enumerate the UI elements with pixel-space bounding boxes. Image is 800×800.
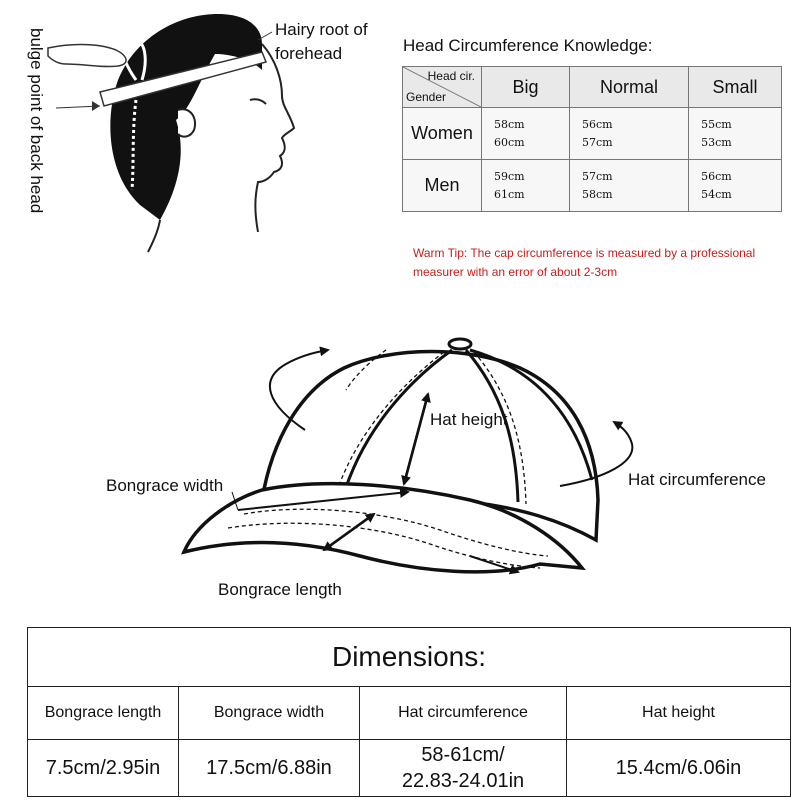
- value-text-line2: 22.83-24.01in: [401, 770, 525, 792]
- value-text: 58-61cm/: [421, 744, 505, 766]
- header-hat-circumference: Hat circumference: [360, 687, 567, 740]
- dimensions-table: [27, 627, 791, 797]
- bongrace-width-label: Bongrace width: [106, 476, 224, 495]
- cell-value: 54cm: [701, 187, 732, 201]
- value-text: 15.4cm/6.06in: [615, 757, 742, 779]
- forehead-label-line1: Hairy root of: [275, 20, 368, 39]
- value-text: 17.5cm/6.88in: [206, 757, 332, 779]
- cell-value: 58cm: [494, 117, 525, 131]
- gender-women: Women: [403, 108, 482, 160]
- gender-men: Men: [403, 160, 482, 212]
- cell-value: 53cm: [701, 135, 732, 149]
- dimensions-value-row: [28, 740, 791, 797]
- value-text: 7.5cm/2.95in: [45, 757, 161, 779]
- corner-bottom-label: Gender: [406, 90, 447, 104]
- value-bongrace-length: [28, 740, 179, 797]
- warm-tip: Warm Tip: The cap circumference is measured by a professional measurer with an error of about 2-3cm: [413, 246, 756, 279]
- cell-value: 55cm: [701, 117, 732, 131]
- dimensions-title-row: [28, 628, 791, 687]
- column-header-normal: Normal: [569, 67, 688, 108]
- cell-value: 57cm: [581, 135, 613, 149]
- cell-value: 61cm: [494, 187, 525, 201]
- cell-value: 59cm: [494, 169, 525, 183]
- cell-value: 60cm: [494, 135, 525, 149]
- back-head-label-text: bulge point of back head: [27, 28, 46, 214]
- value-bongrace-width: [179, 740, 360, 797]
- value-hat-height: [567, 740, 791, 797]
- column-header-big: Big: [482, 67, 570, 108]
- hat-circumference-label: Hat circumference: [628, 470, 766, 489]
- corner-top-label: Head cir.: [427, 69, 475, 83]
- header-bongrace-length: Bongrace length: [28, 687, 179, 740]
- cell-value: 56cm: [701, 169, 732, 183]
- bongrace-length-label: Bongrace length: [218, 580, 342, 599]
- dimensions-title: Dimensions:: [28, 628, 791, 687]
- value-hat-circumference: [360, 740, 567, 797]
- dimensions-header-row: [28, 687, 791, 740]
- column-header-small: Small: [689, 67, 782, 108]
- hat-height-label: Hat height: [430, 410, 508, 429]
- header-bongrace-width: Bongrace width: [179, 687, 360, 740]
- head-circumference-title: Head Circumference Knowledge:: [403, 36, 653, 55]
- cell-value: 58cm: [581, 187, 613, 201]
- cap-button: [449, 339, 471, 349]
- cell-value: 56cm: [581, 117, 613, 131]
- cell-value: 57cm: [581, 169, 613, 183]
- forehead-label-line2: forehead: [275, 44, 343, 63]
- header-hat-height: Hat height: [567, 687, 791, 740]
